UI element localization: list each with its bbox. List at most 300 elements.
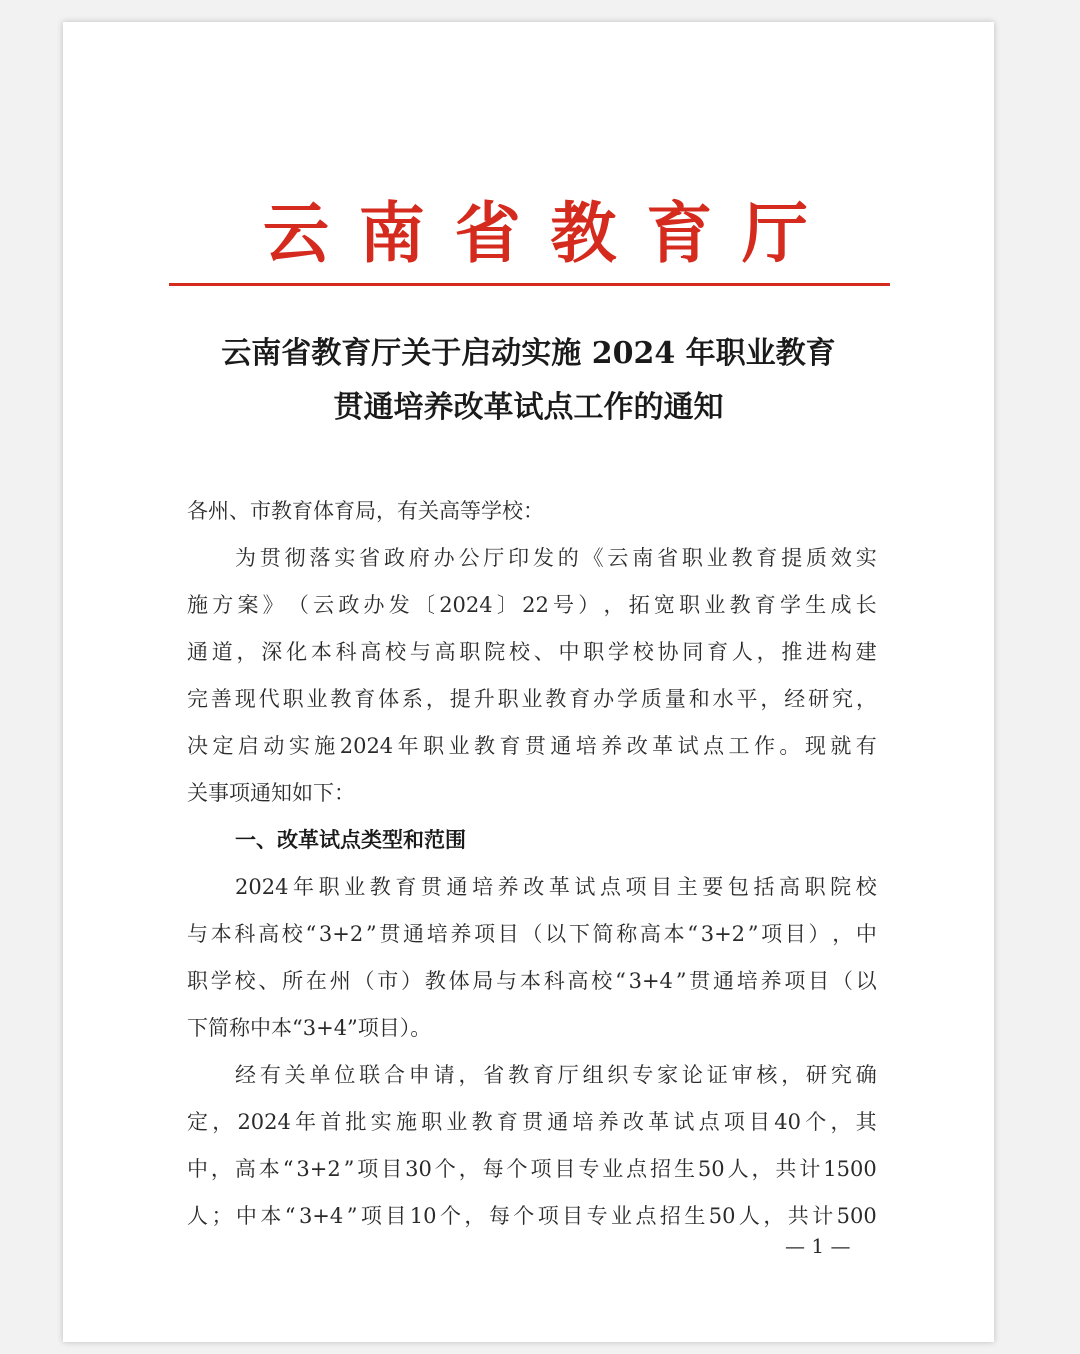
- text-glyph: 厅: [557, 1063, 579, 1087]
- page-number: — 1 —: [785, 1234, 851, 1258]
- text-glyph: 育: [395, 875, 417, 899]
- text-glyph: 共: [787, 1204, 809, 1228]
- text-glyph: ，: [603, 593, 625, 617]
- text-glyph: 40: [774, 1110, 801, 1134]
- text-glyph: 联: [359, 1063, 381, 1087]
- text-glyph: 项: [360, 1204, 382, 1228]
- text-glyph: 织: [607, 1063, 629, 1087]
- body-text-line: [187, 958, 877, 1004]
- text-glyph: 究: [832, 687, 854, 711]
- text-glyph: 培: [426, 922, 448, 946]
- text-glyph: 包: [727, 875, 749, 899]
- text-glyph: 省: [483, 1063, 505, 1087]
- document-title-line-1: 云南省教育厅关于启动实施 2024 年职业教育: [221, 336, 836, 371]
- text-glyph: 定: [187, 1110, 208, 1134]
- text-glyph: 〔: [413, 593, 435, 617]
- text-glyph: 培: [736, 969, 758, 993]
- text-glyph: ）: [808, 922, 830, 946]
- text-glyph: 效: [830, 546, 852, 570]
- text-glyph: 高: [434, 640, 456, 664]
- text-glyph: 年: [293, 875, 315, 899]
- text-glyph: “: [284, 1204, 296, 1228]
- text-glyph: 高: [258, 922, 280, 946]
- text-glyph: 点: [698, 1110, 720, 1134]
- text-glyph: 养: [597, 1110, 619, 1134]
- text-glyph: 招: [659, 1204, 681, 1228]
- text-glyph: 科: [234, 922, 256, 946]
- text-glyph: 专: [578, 1157, 600, 1181]
- text-glyph: 学: [617, 687, 639, 711]
- text-glyph: 公: [458, 546, 480, 570]
- text-glyph: 人: [731, 640, 753, 664]
- text-glyph: 中: [855, 922, 877, 946]
- text-glyph: 培: [572, 1110, 594, 1134]
- text-glyph: 育: [754, 593, 776, 617]
- letterhead-char: 厅: [741, 194, 808, 272]
- text-glyph: 院: [484, 640, 506, 664]
- text-glyph: 每: [488, 1204, 510, 1228]
- text-glyph: 施: [187, 593, 208, 617]
- text-glyph: 年: [295, 1110, 317, 1134]
- text-glyph: 和: [688, 687, 710, 711]
- text-glyph: 业: [344, 875, 366, 899]
- text-glyph: 生: [805, 593, 827, 617]
- text-glyph: 印: [508, 546, 530, 570]
- text-glyph: 办: [363, 593, 385, 617]
- text-glyph: ”: [343, 1157, 355, 1181]
- text-glyph: 深: [261, 640, 283, 664]
- text-glyph: 校: [591, 969, 613, 993]
- text-glyph: 质: [806, 546, 828, 570]
- text-glyph: 业: [448, 734, 470, 758]
- text-glyph: 项: [530, 1157, 552, 1181]
- text-glyph: 成: [830, 593, 852, 617]
- text-glyph: 发: [532, 546, 554, 570]
- text-glyph: 实: [334, 546, 356, 570]
- text-glyph: 府: [408, 546, 430, 570]
- text-glyph: 业: [602, 1157, 624, 1181]
- letterhead-char: 省: [454, 194, 521, 272]
- text-glyph: 位: [334, 1063, 356, 1087]
- text-glyph: 校: [385, 640, 407, 664]
- text-glyph: 50: [708, 1204, 736, 1228]
- text-glyph: 目: [554, 1157, 576, 1181]
- body-text-line: [235, 1052, 877, 1098]
- text-glyph: 育: [756, 546, 778, 570]
- text-glyph: 培: [575, 734, 597, 758]
- text-glyph: 改: [626, 734, 648, 758]
- text-glyph: 贯: [689, 969, 711, 993]
- text-glyph: ）: [401, 969, 423, 993]
- text-glyph: 质: [640, 687, 662, 711]
- text-glyph: 人: [727, 1157, 749, 1181]
- text-glyph: 22: [522, 593, 549, 617]
- text-glyph: 中: [558, 640, 580, 664]
- text-glyph: 实: [855, 546, 877, 570]
- text-glyph: 首: [320, 1110, 342, 1134]
- text-glyph: 云: [607, 546, 629, 570]
- text-glyph: 体: [378, 687, 400, 711]
- text-glyph: 主: [676, 875, 698, 899]
- text-glyph: 职: [583, 640, 605, 664]
- text-glyph: 个: [434, 1157, 456, 1181]
- text-glyph: 云: [313, 593, 335, 617]
- text-glyph: 通: [187, 640, 208, 664]
- text-glyph: 项: [537, 1204, 559, 1228]
- text-glyph: 生: [684, 1204, 706, 1228]
- text-glyph: 个: [506, 1157, 528, 1181]
- text-glyph: 计: [799, 1157, 821, 1181]
- text-glyph: 体: [448, 969, 470, 993]
- text-glyph: ，: [425, 687, 447, 711]
- text-glyph: 高: [567, 969, 589, 993]
- text-glyph: 通: [550, 734, 572, 758]
- text-glyph: 革: [548, 875, 570, 899]
- text-glyph: 育: [499, 734, 521, 758]
- text-glyph: 试: [574, 875, 596, 899]
- text-glyph: 作: [753, 734, 775, 758]
- text-glyph: 通: [446, 875, 468, 899]
- text-glyph: 养: [760, 969, 782, 993]
- text-glyph: 中: [187, 1157, 208, 1181]
- text-glyph: 简: [592, 922, 614, 946]
- text-glyph: 业: [446, 1110, 468, 1134]
- text-glyph: 每: [482, 1157, 504, 1181]
- text-glyph: 育: [354, 687, 376, 711]
- text-glyph: 核: [756, 1063, 778, 1087]
- text-glyph: 完: [187, 687, 208, 711]
- text-glyph: 校: [281, 922, 303, 946]
- body-text-line: 关事项通知如下：: [187, 781, 355, 805]
- body-text-line: [187, 1146, 877, 1192]
- letterhead-char: 云: [263, 194, 329, 272]
- text-glyph: 30: [405, 1157, 432, 1181]
- text-glyph: 教: [545, 687, 567, 711]
- text-glyph: 〕: [496, 593, 518, 617]
- text-glyph: “: [687, 922, 699, 946]
- text-glyph: 施: [314, 734, 336, 758]
- text-glyph: 教: [424, 969, 446, 993]
- text-glyph: 证: [706, 1063, 728, 1087]
- document-title: [63, 327, 994, 435]
- text-glyph: 的: [557, 546, 579, 570]
- letterhead-org-name: [263, 190, 808, 276]
- text-glyph: 经: [235, 1063, 256, 1087]
- text-glyph: 目: [784, 922, 806, 946]
- text-glyph: 水: [712, 687, 734, 711]
- body-text-line: [187, 723, 877, 769]
- text-glyph: ，: [751, 1157, 773, 1181]
- text-glyph: 改: [523, 875, 545, 899]
- text-glyph: 提: [449, 687, 471, 711]
- text-glyph: ，: [210, 1157, 232, 1181]
- text-glyph: 点: [703, 734, 725, 758]
- text-glyph: 教: [473, 734, 495, 758]
- text-glyph: 决: [187, 734, 208, 758]
- text-glyph: 与: [187, 922, 208, 946]
- text-glyph: 项: [723, 1110, 745, 1134]
- text-glyph: 方: [212, 593, 234, 617]
- body-text-line: [187, 676, 877, 722]
- text-glyph: 通: [403, 922, 425, 946]
- text-glyph: 省: [359, 546, 381, 570]
- text-glyph: 高: [234, 1157, 256, 1181]
- body-text-line: [187, 629, 877, 675]
- body-text-line: 下简称中本“3+4”项目）。: [187, 1016, 432, 1040]
- text-glyph: 人: [738, 1204, 760, 1228]
- text-glyph: （: [521, 922, 543, 946]
- body-text-line: [187, 1193, 877, 1239]
- text-glyph: 3+4: [298, 1204, 344, 1228]
- text-glyph: 院: [830, 875, 852, 899]
- text-glyph: 有: [259, 1063, 281, 1087]
- text-glyph: 厅: [483, 546, 505, 570]
- text-glyph: 政: [338, 593, 360, 617]
- text-glyph: 目: [385, 1204, 407, 1228]
- text-glyph: 家: [657, 1063, 679, 1087]
- text-glyph: 系: [402, 687, 424, 711]
- text-glyph: 专: [586, 1204, 608, 1228]
- letterhead-char: 教: [550, 194, 617, 272]
- text-glyph: 善: [210, 687, 232, 711]
- text-glyph: 招: [650, 1157, 672, 1181]
- text-glyph: 批: [345, 1110, 367, 1134]
- text-glyph: 年: [397, 734, 419, 758]
- text-glyph: “: [305, 922, 317, 946]
- text-glyph: 项: [625, 875, 647, 899]
- text-glyph: 3+4: [628, 969, 673, 993]
- text-glyph: 10: [409, 1204, 437, 1228]
- text-glyph: 经: [784, 687, 806, 711]
- text-glyph: 业: [704, 593, 726, 617]
- text-glyph: 通: [547, 1110, 569, 1134]
- text-glyph: 个: [513, 1204, 535, 1228]
- text-glyph: 500: [836, 1204, 877, 1228]
- text-glyph: 启: [237, 734, 259, 758]
- text-glyph: 业: [521, 687, 543, 711]
- text-glyph: 化: [286, 640, 308, 664]
- text-glyph: ）: [578, 593, 600, 617]
- text-glyph: 项: [357, 1157, 379, 1181]
- text-glyph: 研: [808, 687, 830, 711]
- text-glyph: ，: [832, 922, 854, 946]
- text-glyph: 动: [263, 734, 285, 758]
- text-glyph: 落: [309, 546, 331, 570]
- text-glyph: 、: [258, 969, 280, 993]
- text-glyph: 贯: [259, 546, 281, 570]
- text-glyph: 申: [408, 1063, 430, 1087]
- text-glyph: 点: [635, 1204, 657, 1228]
- text-glyph: 校: [855, 875, 877, 899]
- text-glyph: 学: [780, 593, 801, 617]
- text-glyph: 革: [652, 734, 674, 758]
- text-glyph: 定: [212, 734, 234, 758]
- text-glyph: ”: [747, 922, 759, 946]
- text-glyph: 要: [702, 875, 724, 899]
- text-glyph: 政: [383, 546, 405, 570]
- text-glyph: 科: [335, 640, 357, 664]
- text-glyph: 职: [679, 593, 701, 617]
- text-glyph: 职: [804, 875, 826, 899]
- text-glyph: 研: [806, 1063, 828, 1087]
- text-glyph: 2024: [439, 593, 493, 617]
- text-glyph: 教: [731, 546, 753, 570]
- text-glyph: 下: [568, 922, 590, 946]
- text-glyph: （: [353, 969, 375, 993]
- text-glyph: （: [831, 969, 853, 993]
- text-glyph: 通: [713, 969, 735, 993]
- text-glyph: 校: [234, 969, 256, 993]
- text-glyph: ，: [830, 1110, 852, 1134]
- text-glyph: 职: [459, 640, 481, 664]
- text-glyph: 目: [651, 875, 673, 899]
- text-glyph: 本: [210, 922, 232, 946]
- text-glyph: 1500: [823, 1157, 877, 1181]
- text-glyph: 个: [439, 1204, 461, 1228]
- text-glyph: 与: [409, 640, 431, 664]
- text-glyph: ，: [756, 640, 778, 664]
- text-glyph: 目: [749, 1110, 771, 1134]
- body-text-line: [235, 535, 877, 581]
- text-glyph: 号: [553, 593, 575, 617]
- text-glyph: 组: [582, 1063, 604, 1087]
- text-glyph: 计: [812, 1204, 834, 1228]
- text-glyph: 局: [472, 969, 494, 993]
- text-glyph: 本: [260, 1204, 282, 1228]
- text-glyph: 高: [360, 640, 382, 664]
- text-glyph: 请: [433, 1063, 455, 1087]
- text-glyph: 职: [497, 687, 519, 711]
- text-glyph: 平: [736, 687, 758, 711]
- text-glyph: 职: [282, 687, 304, 711]
- text-glyph: 升: [473, 687, 495, 711]
- text-glyph: 贯: [524, 734, 546, 758]
- text-glyph: 就: [830, 734, 852, 758]
- text-glyph: 中: [235, 1204, 257, 1228]
- text-glyph: 3+2: [318, 922, 364, 946]
- text-glyph: ，: [236, 640, 258, 664]
- text-glyph: 在: [305, 969, 327, 993]
- text-glyph: 2024: [339, 734, 394, 758]
- text-glyph: 审: [731, 1063, 753, 1087]
- text-glyph: 》: [262, 593, 284, 617]
- text-glyph: 其: [855, 1110, 877, 1134]
- text-glyph: 科: [543, 969, 565, 993]
- text-glyph: 《: [582, 546, 604, 570]
- text-glyph: 教: [369, 875, 391, 899]
- letterhead-char: 育: [646, 194, 713, 272]
- text-glyph: 确: [855, 1063, 877, 1087]
- text-glyph: 办: [593, 687, 615, 711]
- text-glyph: 同: [682, 640, 704, 664]
- text-glyph: 试: [677, 734, 699, 758]
- text-glyph: 办: [433, 546, 455, 570]
- text-glyph: 协: [657, 640, 679, 664]
- text-glyph: 培: [472, 875, 494, 899]
- text-glyph: “: [282, 1157, 294, 1181]
- text-glyph: 构: [830, 640, 852, 664]
- letterhead-char: 南: [358, 194, 425, 272]
- text-glyph: 省: [657, 546, 679, 570]
- text-glyph: 本: [258, 1157, 280, 1181]
- text-glyph: ，: [458, 1157, 480, 1181]
- text-glyph: 学: [608, 640, 630, 664]
- text-glyph: 校: [632, 640, 654, 664]
- text-glyph: 南: [632, 546, 654, 570]
- text-glyph: ，: [212, 1110, 234, 1134]
- text-glyph: 2024: [237, 1110, 291, 1134]
- text-glyph: 长: [855, 593, 877, 617]
- text-glyph: ；: [211, 1204, 233, 1228]
- text-glyph: ”: [365, 922, 377, 946]
- text-glyph: 目: [497, 922, 519, 946]
- text-glyph: ”: [346, 1204, 358, 1228]
- text-glyph: 代: [258, 687, 280, 711]
- text-glyph: 教: [471, 1110, 493, 1134]
- document-title-line-2: 贯通培养改革试点工作的通知: [333, 390, 724, 425]
- text-glyph: 州: [329, 969, 351, 993]
- text-glyph: 职: [318, 875, 340, 899]
- text-glyph: 50: [697, 1157, 725, 1181]
- text-glyph: 养: [497, 875, 519, 899]
- text-glyph: ”: [675, 969, 687, 993]
- text-glyph: 提: [781, 546, 803, 570]
- text-glyph: 项: [784, 969, 806, 993]
- body-text-line: [187, 911, 877, 957]
- text-glyph: 单: [309, 1063, 331, 1087]
- text-glyph: 业: [611, 1204, 632, 1228]
- text-glyph: 教: [508, 1063, 530, 1087]
- text-glyph: 高: [779, 875, 801, 899]
- text-glyph: 教: [330, 687, 352, 711]
- text-glyph: 现: [804, 734, 826, 758]
- text-glyph: 职: [681, 546, 703, 570]
- text-glyph: 贯: [379, 922, 401, 946]
- text-glyph: “: [615, 969, 626, 993]
- text-glyph: 生: [674, 1157, 695, 1181]
- text-glyph: 合: [383, 1063, 405, 1087]
- text-glyph: 与: [496, 969, 518, 993]
- text-glyph: 目: [808, 969, 830, 993]
- text-glyph: 以: [855, 969, 877, 993]
- text-glyph: 项: [761, 922, 783, 946]
- text-glyph: 职: [187, 969, 208, 993]
- text-glyph: 3+2: [296, 1157, 341, 1181]
- text-glyph: 育: [569, 687, 591, 711]
- body-text-line: 各州、市教育体育局，有关高等学校：: [187, 499, 544, 523]
- text-glyph: 职: [421, 1110, 443, 1134]
- text-glyph: 市: [377, 969, 399, 993]
- text-glyph: 称: [616, 922, 638, 946]
- text-glyph: 施: [395, 1110, 417, 1134]
- text-glyph: 推: [781, 640, 803, 664]
- text-glyph: 究: [830, 1063, 852, 1087]
- text-glyph: 3+2: [700, 922, 746, 946]
- body-text-line: [187, 1099, 877, 1145]
- document-page: [63, 22, 994, 1342]
- text-glyph: 专: [632, 1063, 654, 1087]
- text-glyph: 业: [306, 687, 328, 711]
- text-glyph: 贯: [420, 875, 442, 899]
- text-glyph: 拓: [628, 593, 650, 617]
- text-glyph: 点: [626, 1157, 648, 1181]
- text-glyph: 养: [601, 734, 623, 758]
- text-glyph: ，: [855, 687, 877, 711]
- text-glyph: 业: [706, 546, 728, 570]
- section-heading: 一、改革试点类型和范围: [235, 827, 466, 852]
- text-glyph: 本: [310, 640, 332, 664]
- text-glyph: 职: [423, 734, 445, 758]
